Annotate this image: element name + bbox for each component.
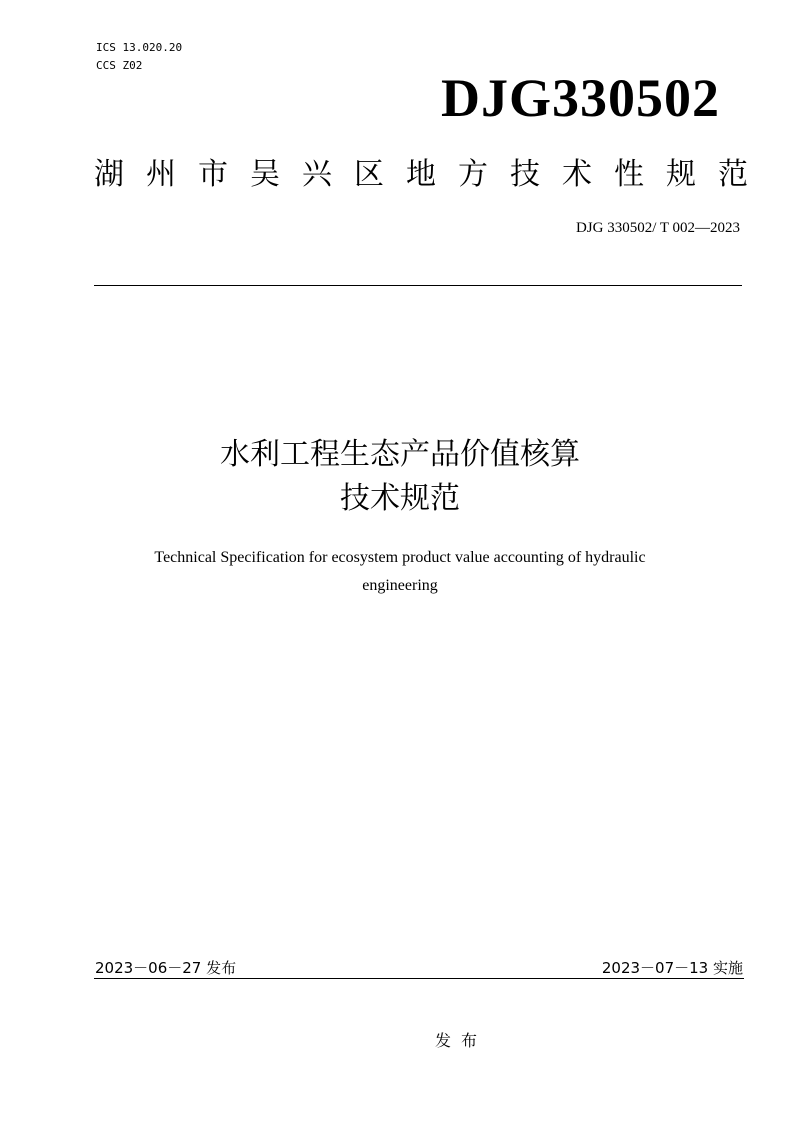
publisher: 发布 xyxy=(434,1031,487,1050)
issuer-char: 吴 xyxy=(250,157,280,192)
document-number: DJG 330502/ T 002—2023 xyxy=(575,220,740,236)
issuer-char: 区 xyxy=(354,157,384,192)
issue-date: 2023－06－27 发布 xyxy=(95,959,237,977)
ics-code: ICS 13.020.20 xyxy=(96,41,183,54)
issuer-char: 规 xyxy=(666,157,696,192)
issuer-char: 州 xyxy=(146,157,176,192)
issuer-char: 湖 xyxy=(94,157,124,192)
issuer-title xyxy=(94,155,748,195)
issuer-char: 兴 xyxy=(302,157,332,192)
issuer-char: 技 xyxy=(510,157,540,192)
title-chinese-line-1: 水利工程生态产品价值核算 xyxy=(220,437,580,472)
standard-code: DJG330502 xyxy=(441,68,720,128)
issuer-char: 市 xyxy=(198,157,228,192)
issuer-char: 地 xyxy=(406,157,436,192)
title-english-line-2: engineering xyxy=(362,577,438,594)
title-english-line-1: Technical Specification for ecosystem product value accounting of hydraulic xyxy=(154,549,646,566)
issuer-char: 方 xyxy=(458,157,488,192)
implementation-date: 2023－07－13 实施 xyxy=(601,959,743,977)
bottom-divider xyxy=(94,978,744,979)
top-divider xyxy=(94,285,742,286)
title-chinese-line-2: 技术规范 xyxy=(340,481,460,516)
ccs-code: CCS Z02 xyxy=(96,59,143,72)
issuer-char: 范 xyxy=(718,157,748,192)
issuer-char: 性 xyxy=(614,157,644,192)
issuer-char: 术 xyxy=(562,157,592,192)
